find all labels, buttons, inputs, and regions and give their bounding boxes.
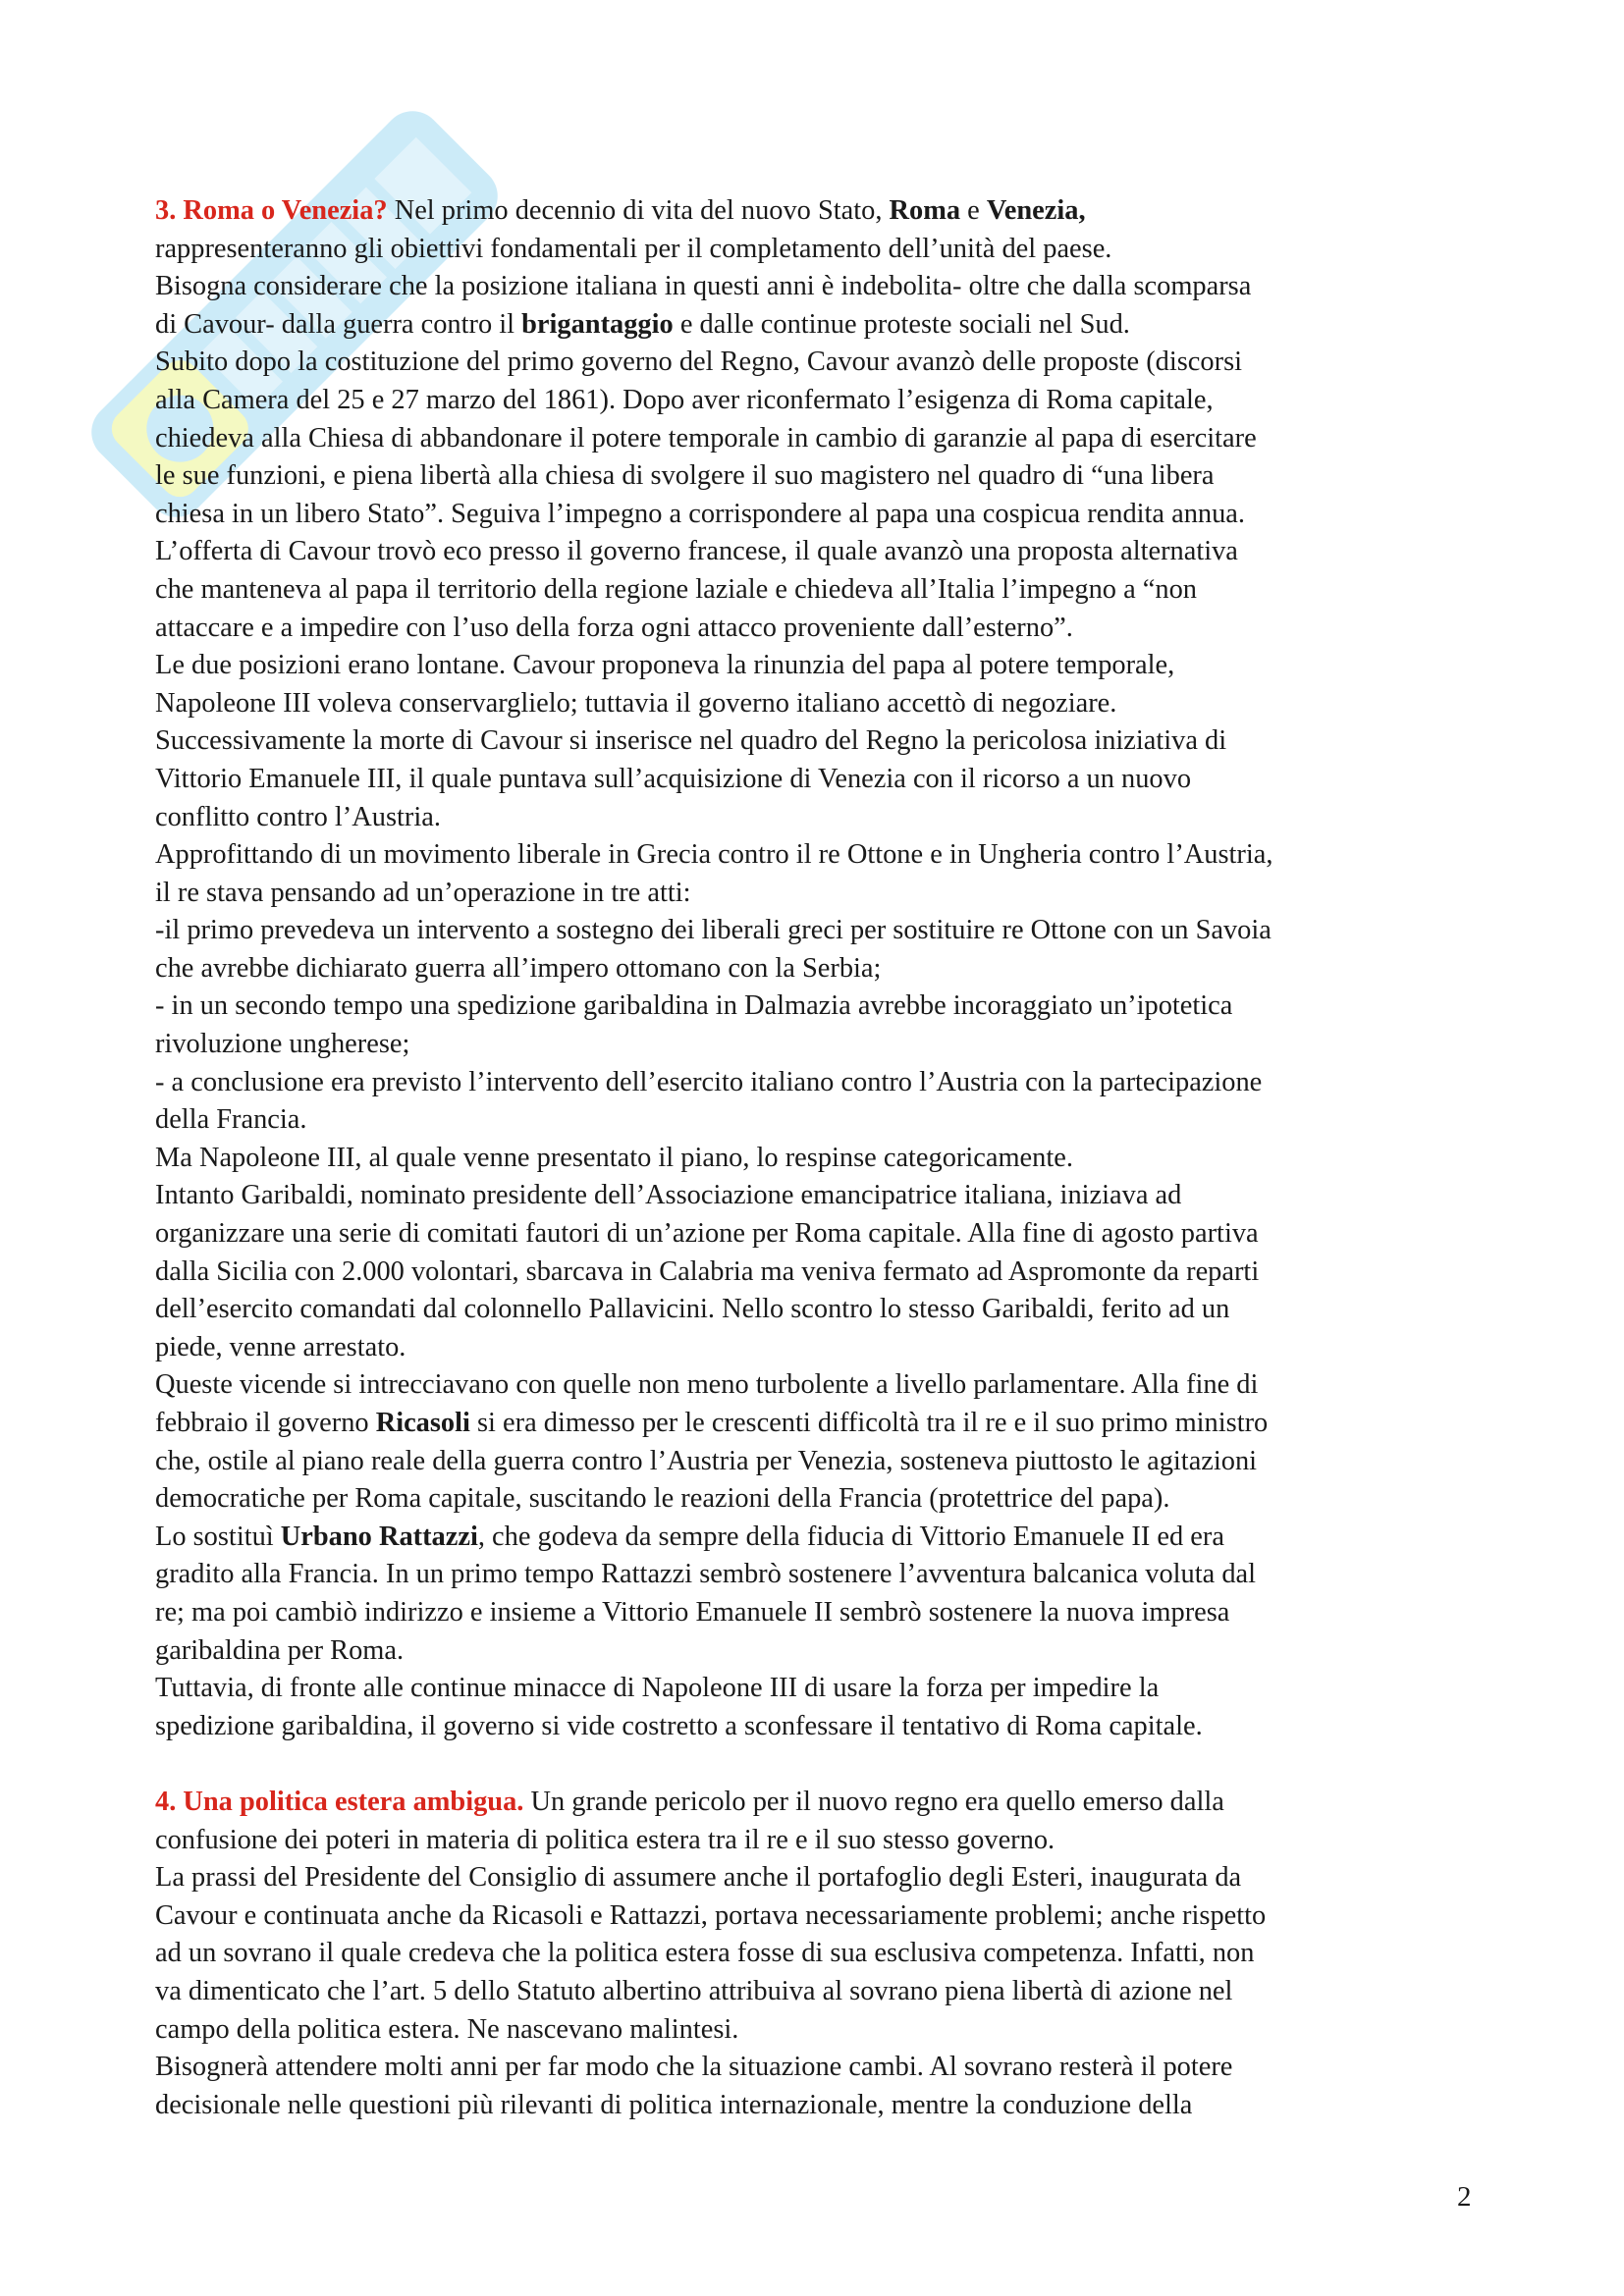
- text-line: Cavour e continuata anche da Ricasoli e Rattazzi, portava necessariamente problemi; anche rispetto: [155, 1899, 1267, 1931]
- text-line: che avrebbe dichiarato guerra all’impero ottomano con la Serbia;: [155, 952, 882, 984]
- text-line: La prassi del Presidente del Consiglio di assumere anche il portafoglio degli Esteri, inaugurata da: [155, 1862, 1242, 1894]
- section-4-heading: 4. Una politica estera ambigua.: [155, 1786, 524, 1817]
- text-line: che, ostile al piano reale della guerra contro l’Austria per Venezia, sosteneva piuttosto le agitazioni: [155, 1445, 1258, 1476]
- section-4: [155, 1784, 1483, 2124]
- text-line: decisionale nelle questioni più rilevanti di politica internazionale, mentre la conduzione della: [155, 2089, 1193, 2120]
- text-line: campo della politica estera. Ne nascevano malintesi.: [155, 2013, 739, 2045]
- text-line: conflitto contro l’Austria.: [155, 801, 441, 832]
- text-line: Lo sostituì Urbano Rattazzi, che godeva da sempre della fiducia di Vittorio Emanuele II ed era: [155, 1521, 1224, 1552]
- text-line: democratiche per Roma capitale, suscitando le reazioni della Francia (protettrice del papa).: [155, 1483, 1170, 1515]
- text-line: Vittorio Emanuele III, il quale puntava sull’acquisizione di Venezia con il ricorso a un nuovo: [155, 763, 1192, 794]
- text-line: dalla Sicilia con 2.000 volontari, sbarcava in Calabria ma veniva fermato ad Aspromonte da reparti: [155, 1255, 1260, 1287]
- text-line: Ma Napoleone III, al quale venne presentato il piano, lo respinse categoricamente.: [155, 1142, 1073, 1173]
- text-line: piede, venne arrestato.: [155, 1331, 406, 1362]
- text-line: spedizione garibaldina, il governo si vide costretto a sconfessare il tentativo di Roma capitale.: [155, 1710, 1203, 1741]
- text-line: Successivamente la morte di Cavour si inserisce nel quadro del Regno la pericolosa iniziativa di: [155, 725, 1227, 757]
- text-line: Subito dopo la costituzione del primo governo del Regno, Cavour avanzò delle proposte (discorsi: [155, 347, 1242, 378]
- section-3-heading: 3. Roma o Venezia?: [155, 195, 388, 226]
- text-line: Queste vicende si intrecciavano con quelle non meno turbolente a livello parlamentare. Alla fine di: [155, 1369, 1259, 1401]
- text-line: dell’esercito comandati dal colonnello Pallavicini. Nello scontro lo stesso Garibaldi, ferito ad un: [155, 1294, 1230, 1325]
- text-line: Approfittando di un movimento liberale in Grecia contro il re Ottone e in Ungheria contro l’Austria,: [155, 839, 1273, 871]
- paragraph-gap: [155, 1745, 1483, 1784]
- text-line: Tuttavia, di fronte alle continue minacce di Napoleone III di usare la forza per impedire la: [155, 1673, 1160, 1704]
- text-line: il re stava pensando ad un’operazione in tre atti:: [155, 877, 691, 908]
- text-line: re; ma poi cambiò indirizzo e insieme a Vittorio Emanuele II sembrò sostenere la nuova impresa: [155, 1596, 1230, 1628]
- text-line: chiedeva alla Chiesa di abbandonare il potere temporale in cambio di garanzie al papa di esercitare: [155, 422, 1257, 454]
- text-line: della Francia.: [155, 1104, 307, 1136]
- text-line: Le due posizioni erano lontane. Cavour proponeva la rinunzia del papa al potere temporale,: [155, 650, 1175, 681]
- text-line: di Cavour- dalla guerra contro il brigantaggio e dalle continue proteste sociali nel Sud.: [155, 308, 1130, 340]
- text-line: attaccare e a impedire con l’uso della forza ogni attacco proveniente dall’esterno”.: [155, 612, 1073, 643]
- page-number: 2: [1457, 2181, 1472, 2213]
- text-line: le sue funzioni, e piena libertà alla chiesa di svolgere il suo magistero nel quadro di “una libera: [155, 460, 1215, 492]
- text-line: Bisogna considerare che la posizione italiana in questi anni è indebolita- oltre che dalla scomparsa: [155, 271, 1252, 302]
- text-line: -il primo prevedeva un intervento a sostegno dei liberali greci per sostituire re Ottone con un Savoia: [155, 915, 1272, 946]
- text-line: che manteneva al papa il territorio della regione laziale e chiedeva all’Italia l’impegno a “non: [155, 573, 1197, 605]
- text-line: chiesa in un libero Stato”. Seguiva l’impegno a corrispondere al papa una cospicua rendita annua.: [155, 498, 1246, 529]
- text-line: garibaldina per Roma.: [155, 1634, 405, 1666]
- section-4-first-line: 4. Una politica estera ambigua. Un grande pericolo per il nuovo regno era quello emerso dalla: [155, 1786, 1224, 1817]
- text-line: organizzare una serie di comitati fautori di un’azione per Roma capitale. Alla fine di agosto partiva: [155, 1218, 1259, 1250]
- text-line: alla Camera del 25 e 27 marzo del 1861). Dopo aver riconfermato l’esigenza di Roma capitale,: [155, 384, 1214, 415]
- text-line: L’offerta di Cavour trovò eco presso il governo francese, il quale avanzò una proposta alternativa: [155, 536, 1238, 567]
- text-line: gradito alla Francia. In un primo tempo Rattazzi sembrò sostenere l’avventura balcanica voluta dal: [155, 1559, 1257, 1590]
- text-line: - in un secondo tempo una spedizione garibaldina in Dalmazia avrebbe incoraggiato un’ipotetica: [155, 990, 1233, 1022]
- text-line: confusione dei poteri in materia di politica estera tra il re e il suo stesso governo.: [155, 1824, 1056, 1855]
- section-3-first-line: 3. Roma o Venezia? Nel primo decennio di vita del nuovo Stato, Roma e Venezia,: [155, 195, 1086, 226]
- document-page: [155, 192, 1483, 2124]
- section-3: [155, 192, 1483, 1745]
- text-line: febbraio il governo Ricasoli si era dimesso per le crescenti difficoltà tra il re e il suo primo ministro: [155, 1408, 1269, 1438]
- text-line: Napoleone III voleva conservarglielo; tuttavia il governo italiano accettò di negoziare.: [155, 687, 1117, 719]
- text-line: rivoluzione ungherese;: [155, 1029, 410, 1060]
- text-line: - a conclusione era previsto l’intervento dell’esercito italiano contro l’Austria con la partecipazione: [155, 1066, 1263, 1097]
- text-line: ad un sovrano il quale credeva che la politica estera fosse di sua esclusiva competenza. Infatti, non: [155, 1938, 1255, 1969]
- text-line: va dimenticato che l’art. 5 dello Statuto albertino attribuiva al sovrano piena libertà di azione nel: [155, 1975, 1233, 2006]
- text-line: Intanto Garibaldi, nominato presidente dell’Associazione emancipatrice italiana, iniziava ad: [155, 1180, 1182, 1211]
- text-line: rappresenteranno gli obiettivi fondamentali per il completamento dell’unità del paese.: [155, 233, 1112, 264]
- text-line: Bisognerà attendere molti anni per far modo che la situazione cambi. Al sovrano resterà il potere: [155, 2052, 1233, 2083]
